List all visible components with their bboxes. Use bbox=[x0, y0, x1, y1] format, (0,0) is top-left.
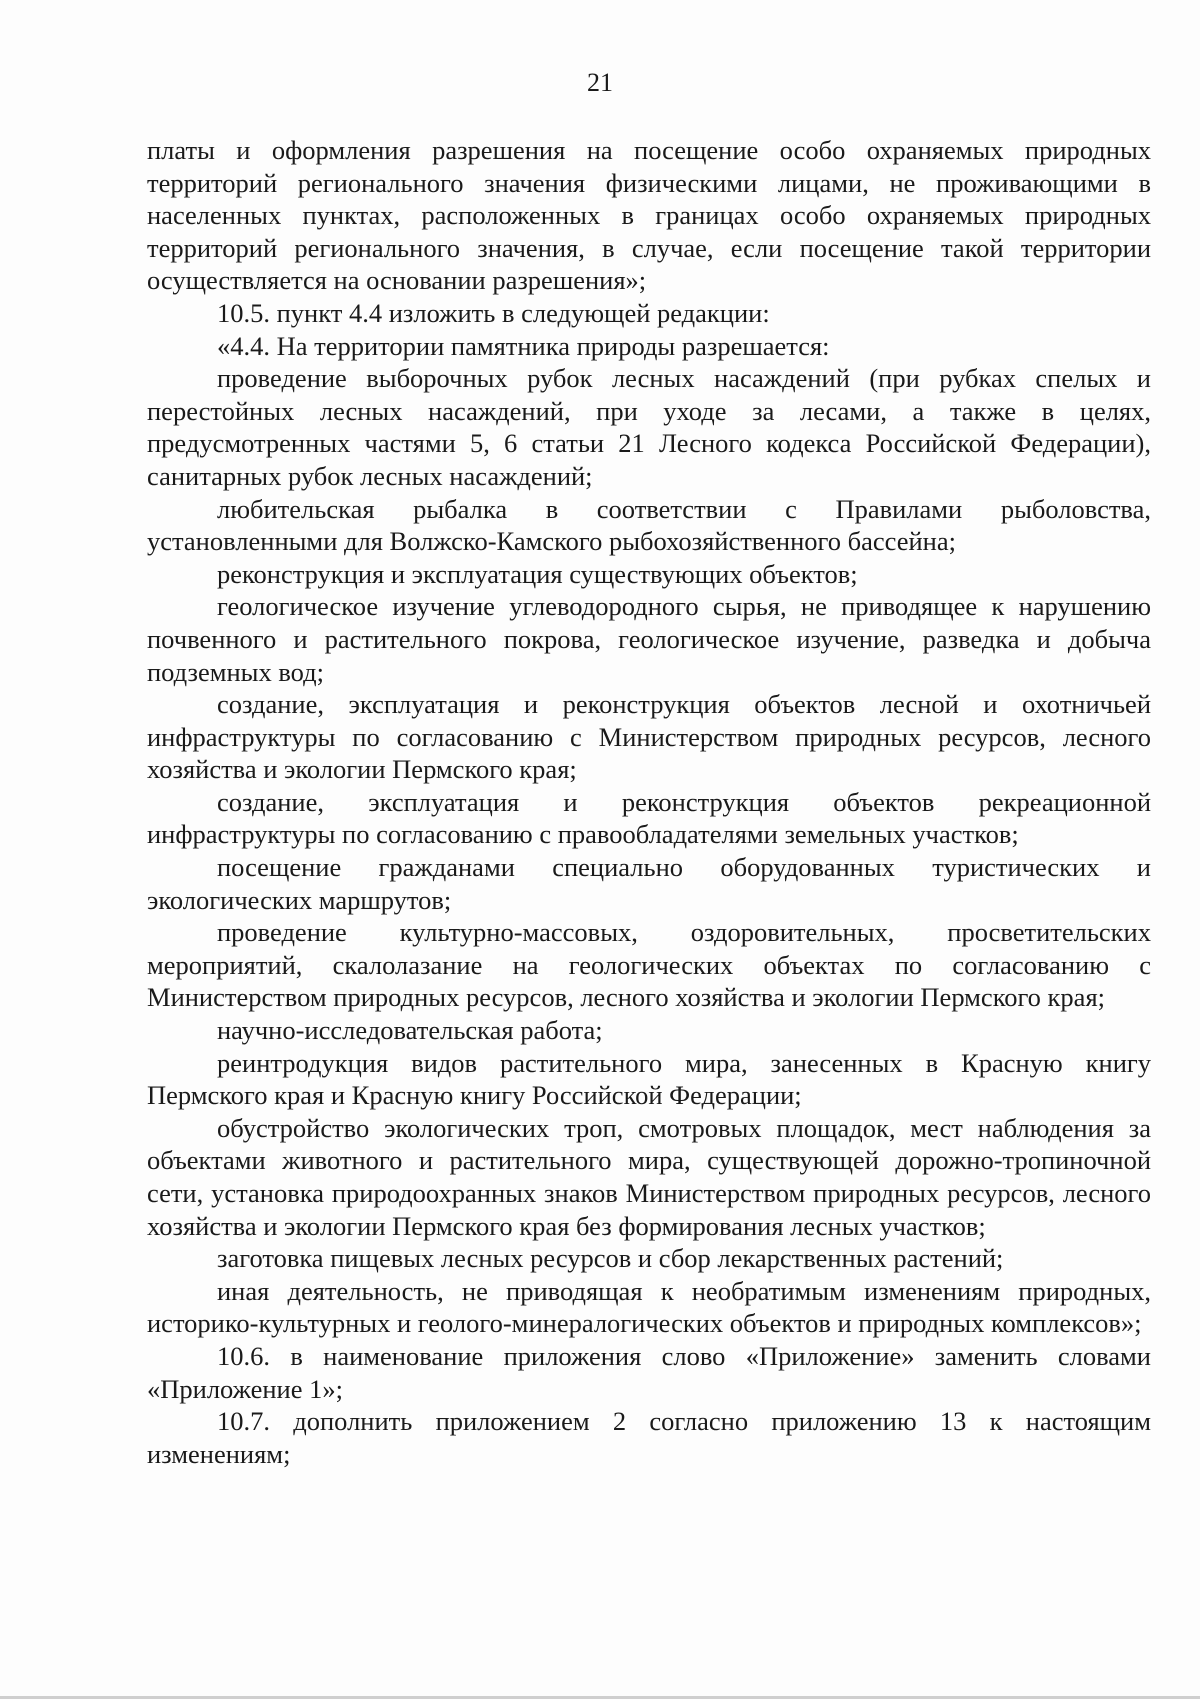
paragraph: платы и оформления разрешения на посещение особо охраняемых природных территорий регионального значения физическими лицами, не проживающими в населенных пунктах, расположенных в границах особо охраняемых природных территорий регионального значения, в случае, если посещение такой территории осуществляется на основании разрешения»; bbox=[147, 135, 1151, 296]
paragraph: создание, эксплуатация и реконструкция объектов лесной и охотничьей инфраструктуры по согласованию с Министерством природных ресурсов, лесного хозяйства и экологии Пермского края; bbox=[147, 689, 1151, 785]
paragraph: реинтродукция видов растительного мира, занесенных в Красную книгу Пермского края и Красную книгу Российской Федерации; bbox=[147, 1047, 1151, 1111]
paragraph: «4.4. На территории памятника природы разрешается: bbox=[217, 330, 830, 361]
paragraph: геологическое изучение углеводородного сырья, не приводящее к нарушению почвенного и растительного покрова, геологическое изучение, разведка и добыча подземных вод; bbox=[147, 591, 1151, 687]
paragraph: научно-исследовательская работа; bbox=[217, 1015, 603, 1046]
paragraph: заготовка пищевых лесных ресурсов и сбор лекарственных растений; bbox=[217, 1243, 1004, 1274]
paragraph: 10.7. дополнить приложением 2 согласно приложению 13 к настоящим изменениям; bbox=[147, 1406, 1151, 1469]
paragraph: создание, эксплуатация и реконструкция объектов рекреационной инфраструктуры по согласованию с правообладателями земельных участков; bbox=[147, 786, 1151, 850]
body-text bbox=[147, 134, 1151, 1470]
paragraph: реконструкция и эксплуатация существующих объектов; bbox=[217, 558, 858, 589]
paragraph: проведение выборочных рубок лесных насаждений (при рубках спелых и перестойных лесных насаждений, при уходе за лесами, а также в целях, предусмотренных частями 5, 6 статьи 21 Лесного кодекса Российской Федерации), санитарных рубок лесных насаждений; bbox=[147, 363, 1151, 491]
paragraph: посещение гражданами специально оборудованных туристических и экологических маршрутов; bbox=[147, 852, 1151, 915]
paragraph: иная деятельность, не приводящая к необратимым изменениям природных, историко-культурных и геолого-минералогических объектов и природных комплексов»; bbox=[147, 1275, 1151, 1339]
page-number: 21 bbox=[587, 68, 613, 97]
paragraph: 10.6. в наименование приложения слово «Приложение» заменить словами «Приложение 1»; bbox=[147, 1340, 1151, 1404]
paragraph: проведение культурно-массовых, оздоровительных, просветительских мероприятий, скалолазание на геологических объектах по согласованию с Министерством природных ресурсов, лесного хозяйства и экологии Пермского края; bbox=[147, 917, 1151, 1013]
paragraph: 10.5. пункт 4.4 изложить в следующей редакции: bbox=[217, 297, 770, 328]
paragraph: обустройство экологических троп, смотровых площадок, мест наблюдения за объектами животного и растительного мира, существующей дорожно-тропиночной сети, установка природоохранных знаков Министерством природных ресурсов, лесного хозяйства и экологии Пермского края без формирования лесных участков; bbox=[147, 1112, 1151, 1241]
paragraph: любительская рыбалка в соответствии с Правилами рыболовства, установленными для Волжско-Камского рыбохозяйственного бассейна; bbox=[147, 493, 1151, 557]
